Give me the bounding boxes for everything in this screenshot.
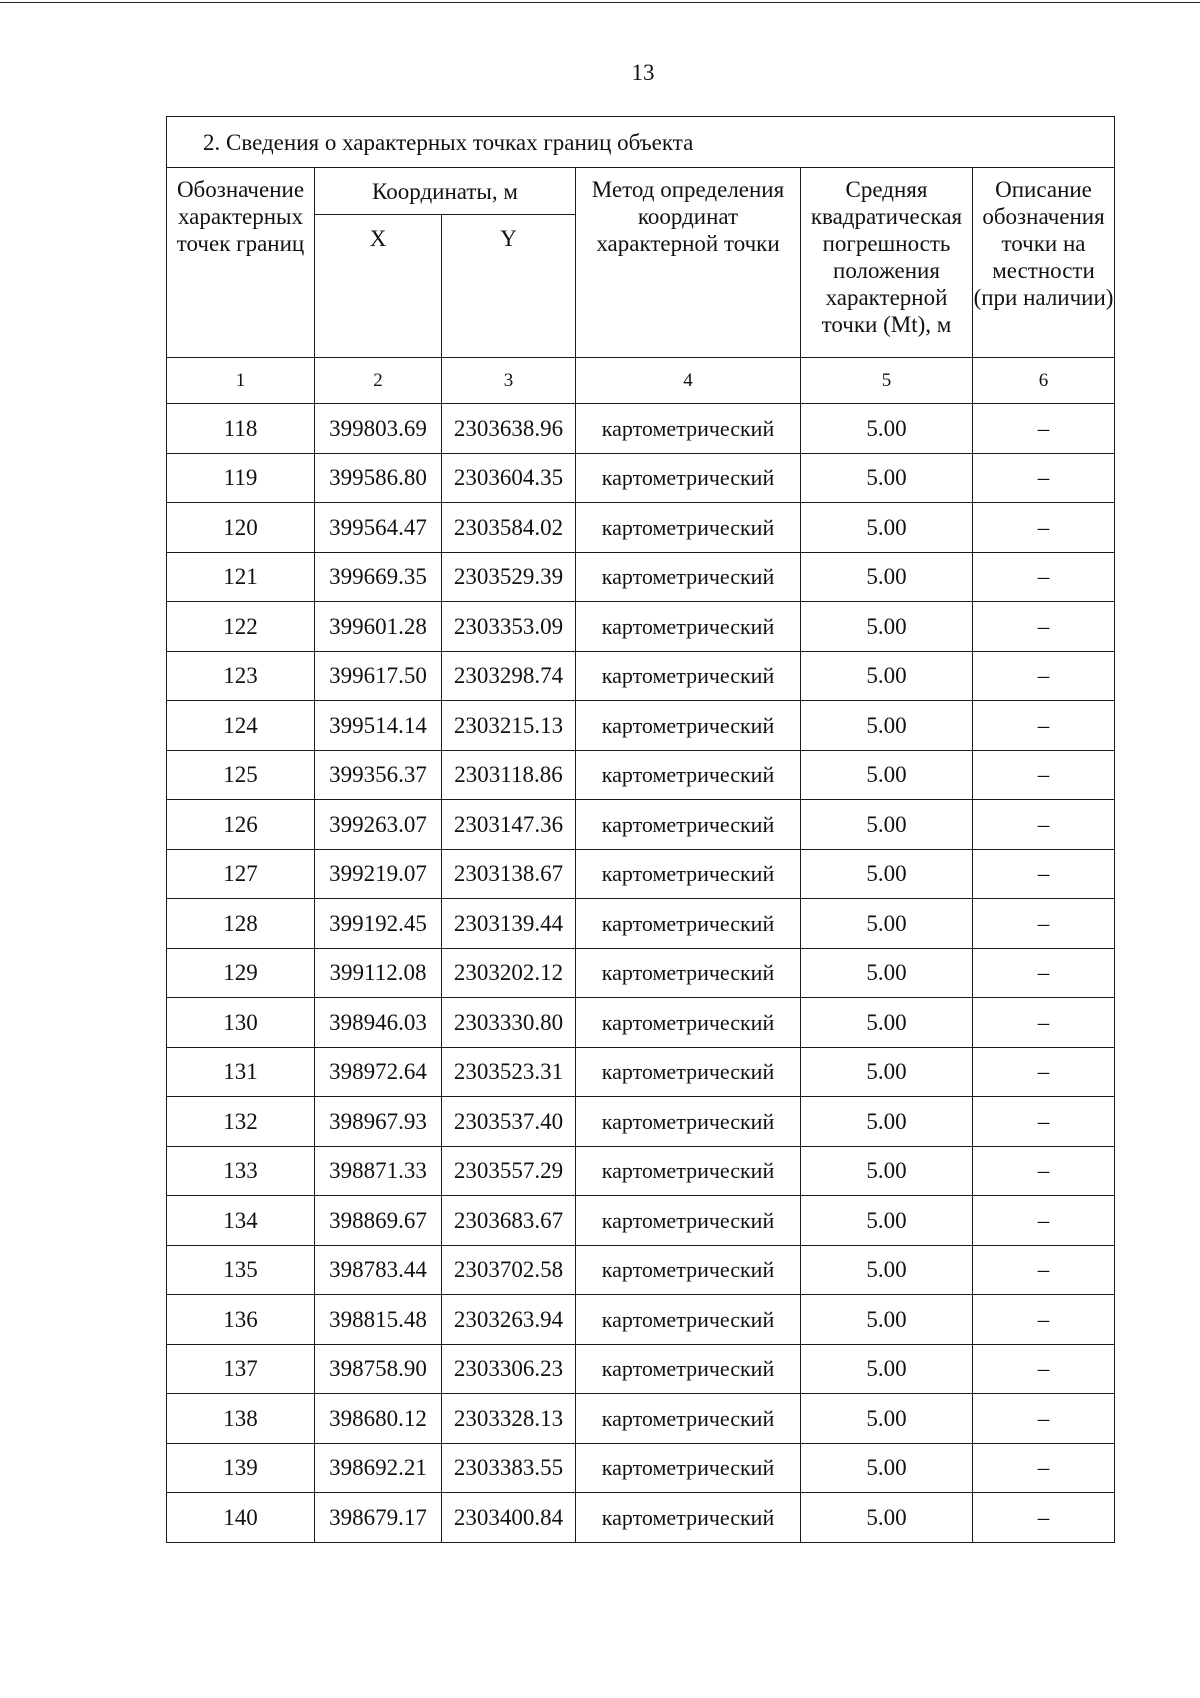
cell-x: 398758.90 xyxy=(315,1344,442,1394)
table-row xyxy=(167,503,1115,553)
cell-y: 2303383.55 xyxy=(442,1443,576,1493)
table-row xyxy=(167,1493,1115,1543)
cell-method: картометрический xyxy=(576,1493,801,1543)
header-method: Метод определения координат характерной точки xyxy=(576,168,801,358)
cell-error: 5.00 xyxy=(801,1196,973,1246)
cell-method: картометрический xyxy=(576,1245,801,1295)
cell-description: – xyxy=(973,1047,1115,1097)
cell-description: – xyxy=(973,1493,1115,1543)
cell-description: – xyxy=(973,948,1115,998)
table-row xyxy=(167,1047,1115,1097)
cell-description: – xyxy=(973,1443,1115,1493)
table-row xyxy=(167,1196,1115,1246)
page-top-rule xyxy=(0,2,1200,3)
cell-y: 2303139.44 xyxy=(442,899,576,949)
table-row xyxy=(167,651,1115,701)
cell-x: 399356.37 xyxy=(315,750,442,800)
cell-y: 2303557.29 xyxy=(442,1146,576,1196)
page-number: 13 xyxy=(631,60,655,85)
cell-error: 5.00 xyxy=(801,849,973,899)
cell-point: 118 xyxy=(167,404,315,454)
cell-y: 2303400.84 xyxy=(442,1493,576,1543)
cell-y: 2303604.35 xyxy=(442,453,576,503)
cell-method: картометрический xyxy=(576,503,801,553)
table-row xyxy=(167,552,1115,602)
cell-point: 139 xyxy=(167,1443,315,1493)
cell-x: 399514.14 xyxy=(315,701,442,751)
cell-error: 5.00 xyxy=(801,651,973,701)
cell-method: картометрический xyxy=(576,1047,801,1097)
cell-point: 119 xyxy=(167,453,315,503)
cell-point: 133 xyxy=(167,1146,315,1196)
cell-point: 138 xyxy=(167,1394,315,1444)
cell-method: картометрический xyxy=(576,1196,801,1246)
cell-y: 2303584.02 xyxy=(442,503,576,553)
cell-error: 5.00 xyxy=(801,1443,973,1493)
cell-method: картометрический xyxy=(576,453,801,503)
cell-x: 399219.07 xyxy=(315,849,442,899)
table-row xyxy=(167,1146,1115,1196)
cell-point: 124 xyxy=(167,701,315,751)
boundary-points-table xyxy=(166,116,1115,1543)
cell-point: 134 xyxy=(167,1196,315,1246)
cell-description: – xyxy=(973,651,1115,701)
cell-y: 2303138.67 xyxy=(442,849,576,899)
cell-error: 5.00 xyxy=(801,800,973,850)
cell-error: 5.00 xyxy=(801,1146,973,1196)
cell-y: 2303330.80 xyxy=(442,998,576,1048)
header-coordinates: Координаты, м xyxy=(315,168,576,215)
cell-error: 5.00 xyxy=(801,1493,973,1543)
table-row xyxy=(167,1245,1115,1295)
cell-description: – xyxy=(973,1245,1115,1295)
cell-error: 5.00 xyxy=(801,1097,973,1147)
cell-error: 5.00 xyxy=(801,701,973,751)
cell-error: 5.00 xyxy=(801,948,973,998)
cell-error: 5.00 xyxy=(801,750,973,800)
table-row xyxy=(167,1394,1115,1444)
cell-error: 5.00 xyxy=(801,1344,973,1394)
cell-error: 5.00 xyxy=(801,1245,973,1295)
table-row xyxy=(167,1097,1115,1147)
cell-y: 2303529.39 xyxy=(442,552,576,602)
cell-x: 398692.21 xyxy=(315,1443,442,1493)
cell-method: картометрический xyxy=(576,948,801,998)
cell-description: – xyxy=(973,1097,1115,1147)
cell-point: 120 xyxy=(167,503,315,553)
cell-description: – xyxy=(973,453,1115,503)
table-row xyxy=(167,453,1115,503)
cell-description: – xyxy=(973,849,1115,899)
cell-error: 5.00 xyxy=(801,453,973,503)
table-row xyxy=(167,849,1115,899)
cell-x: 398815.48 xyxy=(315,1295,442,1345)
cell-y: 2303523.31 xyxy=(442,1047,576,1097)
cell-y: 2303353.09 xyxy=(442,602,576,652)
cell-error: 5.00 xyxy=(801,552,973,602)
header-designation: Обозначение характерных точек границ xyxy=(167,168,315,358)
cell-x: 399586.80 xyxy=(315,453,442,503)
cell-x: 398871.33 xyxy=(315,1146,442,1196)
column-number: 6 xyxy=(973,358,1115,404)
cell-error: 5.00 xyxy=(801,899,973,949)
caption-row xyxy=(167,117,1115,168)
table-row xyxy=(167,948,1115,998)
cell-description: – xyxy=(973,998,1115,1048)
cell-y: 2303215.13 xyxy=(442,701,576,751)
cell-x: 399112.08 xyxy=(315,948,442,998)
cell-point: 131 xyxy=(167,1047,315,1097)
cell-description: – xyxy=(973,1146,1115,1196)
cell-point: 123 xyxy=(167,651,315,701)
cell-method: картометрический xyxy=(576,552,801,602)
cell-description: – xyxy=(973,800,1115,850)
cell-x: 398783.44 xyxy=(315,1245,442,1295)
header-description: Описание обозначения точки на местности (при наличии) xyxy=(973,168,1115,358)
table-row xyxy=(167,701,1115,751)
cell-x: 398679.17 xyxy=(315,1493,442,1543)
column-number: 2 xyxy=(315,358,442,404)
cell-x: 399803.69 xyxy=(315,404,442,454)
cell-y: 2303263.94 xyxy=(442,1295,576,1345)
cell-method: картометрический xyxy=(576,1443,801,1493)
cell-x: 398972.64 xyxy=(315,1047,442,1097)
cell-method: картометрический xyxy=(576,998,801,1048)
cell-error: 5.00 xyxy=(801,1047,973,1097)
table-row xyxy=(167,1295,1115,1345)
column-number: 3 xyxy=(442,358,576,404)
cell-description: – xyxy=(973,1196,1115,1246)
cell-y: 2303328.13 xyxy=(442,1394,576,1444)
cell-x: 398946.03 xyxy=(315,998,442,1048)
cell-point: 130 xyxy=(167,998,315,1048)
table-row xyxy=(167,602,1115,652)
cell-y: 2303118.86 xyxy=(442,750,576,800)
cell-x: 398967.93 xyxy=(315,1097,442,1147)
cell-point: 136 xyxy=(167,1295,315,1345)
cell-y: 2303683.67 xyxy=(442,1196,576,1246)
cell-method: картометрический xyxy=(576,404,801,454)
column-number: 1 xyxy=(167,358,315,404)
cell-error: 5.00 xyxy=(801,404,973,454)
cell-description: – xyxy=(973,1394,1115,1444)
column-numbers-row xyxy=(167,358,1115,404)
cell-point: 121 xyxy=(167,552,315,602)
cell-description: – xyxy=(973,701,1115,751)
cell-method: картометрический xyxy=(576,651,801,701)
column-number: 4 xyxy=(576,358,801,404)
cell-error: 5.00 xyxy=(801,503,973,553)
cell-error: 5.00 xyxy=(801,998,973,1048)
cell-method: картометрический xyxy=(576,602,801,652)
cell-point: 137 xyxy=(167,1344,315,1394)
cell-y: 2303147.36 xyxy=(442,800,576,850)
cell-description: – xyxy=(973,750,1115,800)
header-row-1 xyxy=(167,168,1115,215)
cell-x: 398869.67 xyxy=(315,1196,442,1246)
cell-error: 5.00 xyxy=(801,602,973,652)
cell-y: 2303298.74 xyxy=(442,651,576,701)
cell-method: картометрический xyxy=(576,701,801,751)
cell-x: 399601.28 xyxy=(315,602,442,652)
cell-description: – xyxy=(973,503,1115,553)
cell-x: 398680.12 xyxy=(315,1394,442,1444)
cell-description: – xyxy=(973,1295,1115,1345)
cell-x: 399263.07 xyxy=(315,800,442,850)
cell-point: 129 xyxy=(167,948,315,998)
cell-point: 132 xyxy=(167,1097,315,1147)
cell-method: картометрический xyxy=(576,800,801,850)
cell-point: 127 xyxy=(167,849,315,899)
cell-description: – xyxy=(973,602,1115,652)
cell-y: 2303202.12 xyxy=(442,948,576,998)
column-number: 5 xyxy=(801,358,973,404)
cell-point: 125 xyxy=(167,750,315,800)
table-row xyxy=(167,404,1115,454)
cell-point: 140 xyxy=(167,1493,315,1543)
cell-error: 5.00 xyxy=(801,1295,973,1345)
cell-method: картометрический xyxy=(576,1295,801,1345)
cell-point: 126 xyxy=(167,800,315,850)
cell-method: картометрический xyxy=(576,849,801,899)
cell-description: – xyxy=(973,899,1115,949)
table-row xyxy=(167,1344,1115,1394)
cell-x: 399617.50 xyxy=(315,651,442,701)
header-error: Средняя квадратическая погрешность положения характерной точки (Mt), м xyxy=(801,168,973,358)
cell-method: картометрический xyxy=(576,1394,801,1444)
header-x: X xyxy=(315,215,442,358)
cell-method: картометрический xyxy=(576,1146,801,1196)
cell-error: 5.00 xyxy=(801,1394,973,1444)
table-caption: 2. Сведения о характерных точках границ объекта xyxy=(167,117,1115,168)
cell-description: – xyxy=(973,404,1115,454)
cell-x: 399564.47 xyxy=(315,503,442,553)
cell-y: 2303537.40 xyxy=(442,1097,576,1147)
table-row xyxy=(167,899,1115,949)
cell-method: картометрический xyxy=(576,1097,801,1147)
cell-y: 2303306.23 xyxy=(442,1344,576,1394)
cell-point: 128 xyxy=(167,899,315,949)
cell-point: 135 xyxy=(167,1245,315,1295)
table-row xyxy=(167,800,1115,850)
cell-x: 399669.35 xyxy=(315,552,442,602)
cell-y: 2303702.58 xyxy=(442,1245,576,1295)
table-body xyxy=(167,117,1115,1543)
header-y: Y xyxy=(442,215,576,358)
cell-method: картометрический xyxy=(576,1344,801,1394)
cell-y: 2303638.96 xyxy=(442,404,576,454)
cell-description: – xyxy=(973,552,1115,602)
cell-point: 122 xyxy=(167,602,315,652)
table-row xyxy=(167,998,1115,1048)
cell-description: – xyxy=(973,1344,1115,1394)
cell-x: 399192.45 xyxy=(315,899,442,949)
cell-method: картометрический xyxy=(576,899,801,949)
table-row xyxy=(167,1443,1115,1493)
cell-method: картометрический xyxy=(576,750,801,800)
table-row xyxy=(167,750,1115,800)
